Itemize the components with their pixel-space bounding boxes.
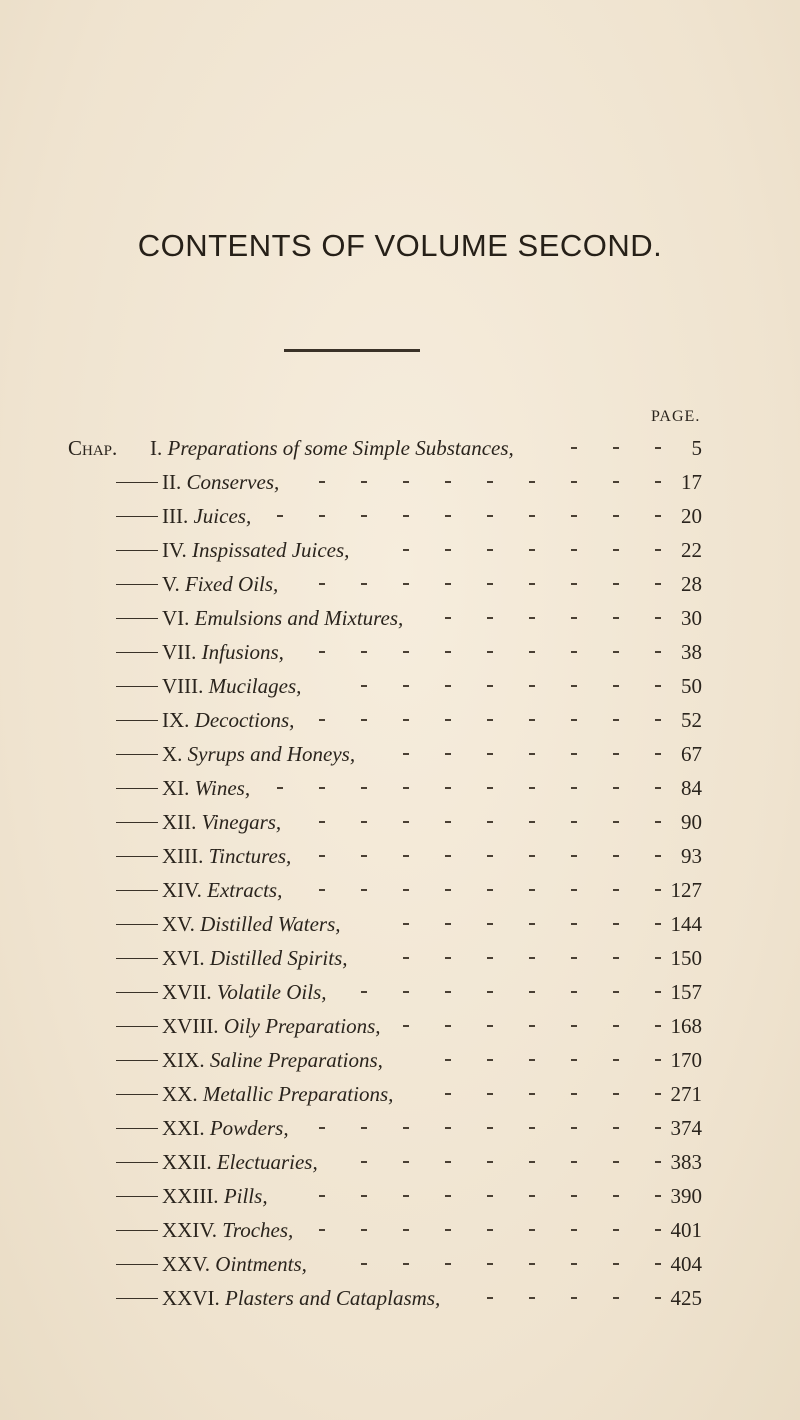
chapter-title: Saline Preparations,: [209, 1048, 383, 1072]
leader-dash: [361, 821, 367, 823]
leader-dash: [445, 1059, 451, 1061]
leader-dash: [403, 685, 409, 687]
leader-dash: [445, 1025, 451, 1027]
leader-dash: [571, 991, 577, 993]
leader-dash: [613, 583, 619, 585]
chapter-numeral: VIII.: [162, 674, 209, 698]
leader-dash: [571, 1059, 577, 1061]
page-number: 90: [681, 810, 702, 834]
leader-dash: [403, 1025, 409, 1027]
leader-dash: [487, 1093, 493, 1095]
page-number: 374: [670, 1116, 702, 1140]
leader-dash: [613, 855, 619, 857]
chapter-numeral: IX.: [162, 708, 195, 732]
leader-dash: [403, 753, 409, 755]
leader-dash: [319, 651, 325, 653]
leader-dash: [571, 821, 577, 823]
leader-dash: [571, 787, 577, 789]
leader-dash: [361, 855, 367, 857]
leader-dash: [361, 515, 367, 517]
leader-dash: [613, 1059, 619, 1061]
chapter-numeral: XX.: [162, 1082, 203, 1106]
page-number: 383: [670, 1150, 702, 1174]
leader-dash: [571, 1195, 577, 1197]
leader-dash: [403, 549, 409, 551]
leader-dash: [529, 923, 535, 925]
leader-dash: [361, 719, 367, 721]
leader-dash: [319, 855, 325, 857]
toc-row: [0, 567, 800, 601]
chapter-title: Fixed Oils,: [184, 572, 279, 596]
leader-dash: [403, 651, 409, 653]
chapter-numeral: XVI.: [162, 946, 210, 970]
leader-dash: [445, 719, 451, 721]
leader-dash: [319, 719, 325, 721]
leader-dash: [613, 719, 619, 721]
leader-dash: [319, 787, 325, 789]
toc-row: [0, 533, 800, 567]
leader-dash: [571, 651, 577, 653]
leader-dash: [319, 515, 325, 517]
leader-dash: [487, 1127, 493, 1129]
leader-dash: [445, 1093, 451, 1095]
leader-dash: [403, 821, 409, 823]
chapter-title: Juices,: [193, 504, 252, 528]
toc-row: [0, 771, 800, 805]
page-column-header: PAGE.: [651, 408, 701, 425]
leader-dash: [487, 957, 493, 959]
leader-dash: [403, 957, 409, 959]
chapter-title: Tinctures,: [208, 844, 292, 868]
toc-row: [0, 941, 800, 975]
page-number: 150: [670, 946, 702, 970]
toc-row: [0, 499, 800, 533]
leader-dash: [445, 1127, 451, 1129]
leader-dash: [403, 1263, 409, 1265]
page-number: 157: [670, 980, 702, 1004]
leader-dash: [571, 549, 577, 551]
leader-dash: [571, 685, 577, 687]
leader-dash: [613, 889, 619, 891]
leader-dash: [403, 1229, 409, 1231]
leader-dash: [319, 1229, 325, 1231]
leader-dash: [445, 957, 451, 959]
chapter-numeral: XVII.: [162, 980, 217, 1004]
leader-dash: [487, 855, 493, 857]
chapter-title: Distilled Waters,: [200, 912, 341, 936]
leader-dash: [361, 481, 367, 483]
chapter-title: Infusions,: [201, 640, 284, 664]
page-number: 390: [670, 1184, 702, 1208]
leader-dash: [613, 481, 619, 483]
leader-dash: [403, 515, 409, 517]
leader-dash: [487, 1161, 493, 1163]
chapter-title: Troches,: [222, 1218, 294, 1242]
leader-dash: [613, 515, 619, 517]
leader-dash: [487, 923, 493, 925]
leader-dash: [403, 1127, 409, 1129]
leader-dash: [571, 1263, 577, 1265]
leader-dash: [445, 1161, 451, 1163]
leader-dash: [403, 991, 409, 993]
leader-dash: [613, 1195, 619, 1197]
leader-dash: [445, 685, 451, 687]
toc-row: [0, 635, 800, 669]
leader-dash: [613, 753, 619, 755]
leader-dash: [529, 855, 535, 857]
leader-dash: [319, 583, 325, 585]
page-number: 28: [681, 572, 702, 596]
chapter-title: Powders,: [209, 1116, 289, 1140]
leader-dash: [445, 481, 451, 483]
page-number: 20: [681, 504, 702, 528]
leader-dash: [613, 549, 619, 551]
chapter-title: Distilled Spirits,: [209, 946, 348, 970]
leader-dash: [361, 685, 367, 687]
leader-dash: [613, 1127, 619, 1129]
leader-dash: [571, 1297, 577, 1299]
leader-dash: [487, 787, 493, 789]
page-title: CONTENTS OF VOLUME SECOND.: [137, 228, 663, 263]
leader-dash: [613, 685, 619, 687]
leader-dash: [445, 991, 451, 993]
page-number: 67: [681, 742, 702, 766]
chapter-numeral: IV.: [162, 538, 192, 562]
page-number: 38: [681, 640, 702, 664]
leader-dash: [571, 481, 577, 483]
chapter-numeral: VII.: [162, 640, 202, 664]
leader-dash: [571, 1093, 577, 1095]
leader-dash: [529, 1263, 535, 1265]
chapter-numeral: XV.: [162, 912, 201, 936]
page-number: 50: [681, 674, 702, 698]
page-number: 144: [670, 912, 702, 936]
chapter-title: Conserves,: [186, 470, 280, 494]
chapter-numeral: XI.: [162, 776, 195, 800]
leader-dash: [529, 515, 535, 517]
leader-dash: [487, 1229, 493, 1231]
chapter-numeral: I.: [150, 436, 168, 460]
leader-dash: [613, 617, 619, 619]
leader-dash: [445, 889, 451, 891]
toc-row: [0, 1077, 800, 1111]
page-number: 271: [670, 1082, 702, 1106]
leader-dash: [445, 1263, 451, 1265]
leader-dash: [445, 787, 451, 789]
chapter-title: Syrups and Honeys,: [187, 742, 356, 766]
leader-dash: [361, 991, 367, 993]
leader-dash: [445, 753, 451, 755]
leader-dash: [361, 583, 367, 585]
toc-row: [0, 805, 800, 839]
leader-dash: [529, 1093, 535, 1095]
chapter-title: Oily Preparations,: [223, 1014, 381, 1038]
toc-row: [0, 1043, 800, 1077]
toc-row: [0, 465, 800, 499]
leader-dash: [487, 889, 493, 891]
chapter-title: Electuaries,: [216, 1150, 318, 1174]
leader-dash: [529, 617, 535, 619]
leader-dash: [403, 855, 409, 857]
leader-dash: [403, 583, 409, 585]
leader-dash: [487, 481, 493, 483]
leader-dash: [361, 1263, 367, 1265]
leader-dash: [319, 889, 325, 891]
page-number: 127: [670, 878, 702, 902]
leader-dash: [571, 855, 577, 857]
leader-dash: [613, 651, 619, 653]
leader-dash: [571, 1025, 577, 1027]
chapter-title: Metallic Preparations,: [202, 1082, 394, 1106]
leader-dash: [529, 719, 535, 721]
leader-dash: [529, 651, 535, 653]
leader-dash: [529, 1059, 535, 1061]
leader-dash: [571, 753, 577, 755]
leader-dash: [571, 617, 577, 619]
leader-dash: [361, 787, 367, 789]
chapter-title: Preparations of some Simple Substances,: [167, 436, 514, 460]
leader-dash: [613, 787, 619, 789]
chapter-numeral: XII.: [162, 810, 202, 834]
leader-dash: [487, 753, 493, 755]
chapter-numeral: XXII.: [162, 1150, 217, 1174]
toc-row: [0, 1179, 800, 1213]
chapter-title: Inspissated Juices,: [191, 538, 350, 562]
page-number: 404: [670, 1252, 702, 1276]
leader-dash: [487, 549, 493, 551]
leader-dash: [487, 1025, 493, 1027]
leader-dash: [403, 719, 409, 721]
leader-dash: [487, 1059, 493, 1061]
leader-dash: [445, 1195, 451, 1197]
leader-dash: [571, 1161, 577, 1163]
leader-dash: [613, 1263, 619, 1265]
leader-dash: [277, 515, 283, 517]
leader-dash: [319, 1195, 325, 1197]
leader-dash: [529, 1195, 535, 1197]
leader-dash: [571, 923, 577, 925]
leader-dash: [613, 447, 619, 449]
leader-dash: [571, 889, 577, 891]
leader-dash: [613, 821, 619, 823]
toc-row: [0, 839, 800, 873]
toc-row: [0, 907, 800, 941]
toc-row: [0, 737, 800, 771]
leader-dash: [529, 1161, 535, 1163]
page-number: 401: [670, 1218, 702, 1242]
leader-dash: [487, 583, 493, 585]
leader-dash: [529, 1025, 535, 1027]
leader-dash: [445, 821, 451, 823]
leader-dash: [571, 1229, 577, 1231]
page-number: 17: [681, 470, 702, 494]
leader-dash: [361, 1195, 367, 1197]
leader-dash: [529, 481, 535, 483]
toc-row: [0, 1009, 800, 1043]
leader-dash: [529, 1127, 535, 1129]
leader-dash: [319, 821, 325, 823]
chapter-title: Wines,: [194, 776, 251, 800]
leader-dash: [529, 753, 535, 755]
chapter-title: Mucilages,: [208, 674, 302, 698]
leader-dash: [403, 1195, 409, 1197]
leader-dash: [529, 1297, 535, 1299]
toc-row: [0, 669, 800, 703]
toc-row: [0, 873, 800, 907]
leader-dash: [571, 583, 577, 585]
chapter-numeral: XIX.: [162, 1048, 210, 1072]
leader-dash: [445, 651, 451, 653]
leader-dash: [529, 549, 535, 551]
leader-dash: [529, 583, 535, 585]
leader-dash: [487, 719, 493, 721]
leader-dash: [361, 651, 367, 653]
chapter-numeral: XXV.: [162, 1252, 216, 1276]
leader-dash: [445, 515, 451, 517]
leader-dash: [361, 889, 367, 891]
chapter-title: Pills,: [223, 1184, 268, 1208]
leader-dash: [571, 515, 577, 517]
chapter-numeral: XIII.: [162, 844, 209, 868]
chapter-numeral: XXVI.: [162, 1286, 225, 1310]
chapter-numeral: VI.: [162, 606, 195, 630]
leader-dash: [613, 1025, 619, 1027]
leader-dash: [445, 923, 451, 925]
chapter-numeral: XXI.: [162, 1116, 210, 1140]
chapter-title: Decoctions,: [194, 708, 295, 732]
leader-dash: [403, 1161, 409, 1163]
chapter-title: Ointments,: [215, 1252, 307, 1276]
toc-row: [0, 1247, 800, 1281]
chapter-numeral: X.: [162, 742, 188, 766]
leader-dash: [529, 889, 535, 891]
page-number: 168: [670, 1014, 702, 1038]
leader-dash: [361, 1161, 367, 1163]
leader-dash: [529, 821, 535, 823]
toc-row: [0, 975, 800, 1009]
toc-row: [0, 431, 800, 465]
leader-dash: [487, 1297, 493, 1299]
leader-dash: [529, 685, 535, 687]
toc-row: [0, 1145, 800, 1179]
leader-dash: [445, 549, 451, 551]
toc-row: [0, 601, 800, 635]
leader-dash: [403, 787, 409, 789]
page-number: 30: [681, 606, 702, 630]
leader-dash: [277, 787, 283, 789]
page-number: 22: [681, 538, 702, 562]
page-number: 93: [681, 844, 702, 868]
chapter-title: Extracts,: [207, 878, 283, 902]
leader-dash: [613, 1297, 619, 1299]
chapter-numeral: V.: [162, 572, 185, 596]
leader-dash: [571, 719, 577, 721]
chapter-title: Vinegars,: [201, 810, 282, 834]
leader-dash: [487, 617, 493, 619]
leader-dash: [613, 1093, 619, 1095]
leader-dash: [613, 991, 619, 993]
chapter-numeral: XIV.: [162, 878, 208, 902]
leader-dash: [361, 1229, 367, 1231]
page-number: 170: [670, 1048, 702, 1072]
leader-dash: [613, 957, 619, 959]
leader-dash: [571, 957, 577, 959]
leader-dash: [487, 651, 493, 653]
leader-dash: [445, 617, 451, 619]
chap-label: Chap.: [68, 436, 118, 460]
leader-dash: [487, 1195, 493, 1197]
leader-dash: [571, 447, 577, 449]
leader-dash: [613, 923, 619, 925]
leader-dash: [613, 1229, 619, 1231]
toc-row: [0, 1281, 800, 1315]
leader-dash: [487, 821, 493, 823]
leader-dash: [529, 957, 535, 959]
chapter-title: Plasters and Cataplasms,: [225, 1286, 441, 1310]
page-number: 52: [681, 708, 702, 732]
leader-dash: [403, 889, 409, 891]
leader-dash: [445, 1229, 451, 1231]
leader-dash: [445, 583, 451, 585]
toc-row: [0, 703, 800, 737]
leader-dash: [487, 515, 493, 517]
leader-dash: [487, 685, 493, 687]
leader-dash: [529, 1229, 535, 1231]
leader-dash: [445, 855, 451, 857]
leader-dash: [319, 1127, 325, 1129]
page-number: 84: [681, 776, 702, 800]
leader-dash: [613, 1161, 619, 1163]
title-rule: [284, 349, 420, 352]
leader-dash: [319, 481, 325, 483]
toc-row: [0, 1111, 800, 1145]
chapter-numeral: XVIII.: [162, 1014, 224, 1038]
chapter-title: Volatile Oils,: [216, 980, 327, 1004]
chapter-numeral: II.: [162, 470, 187, 494]
leader-dash: [487, 1263, 493, 1265]
leader-dash: [403, 481, 409, 483]
leader-dash: [487, 991, 493, 993]
leader-dash: [529, 991, 535, 993]
chapter-title: Emulsions and Mixtures,: [194, 606, 404, 630]
leader-dash: [529, 787, 535, 789]
page-number: 425: [670, 1286, 702, 1310]
toc-row: [0, 1213, 800, 1247]
leader-dash: [571, 1127, 577, 1129]
page-number: 5: [691, 436, 702, 460]
leader-dash: [361, 1127, 367, 1129]
leader-dash: [403, 923, 409, 925]
chapter-numeral: XXIII.: [162, 1184, 224, 1208]
chapter-numeral: XXIV.: [162, 1218, 223, 1242]
chapter-numeral: III.: [162, 504, 194, 528]
